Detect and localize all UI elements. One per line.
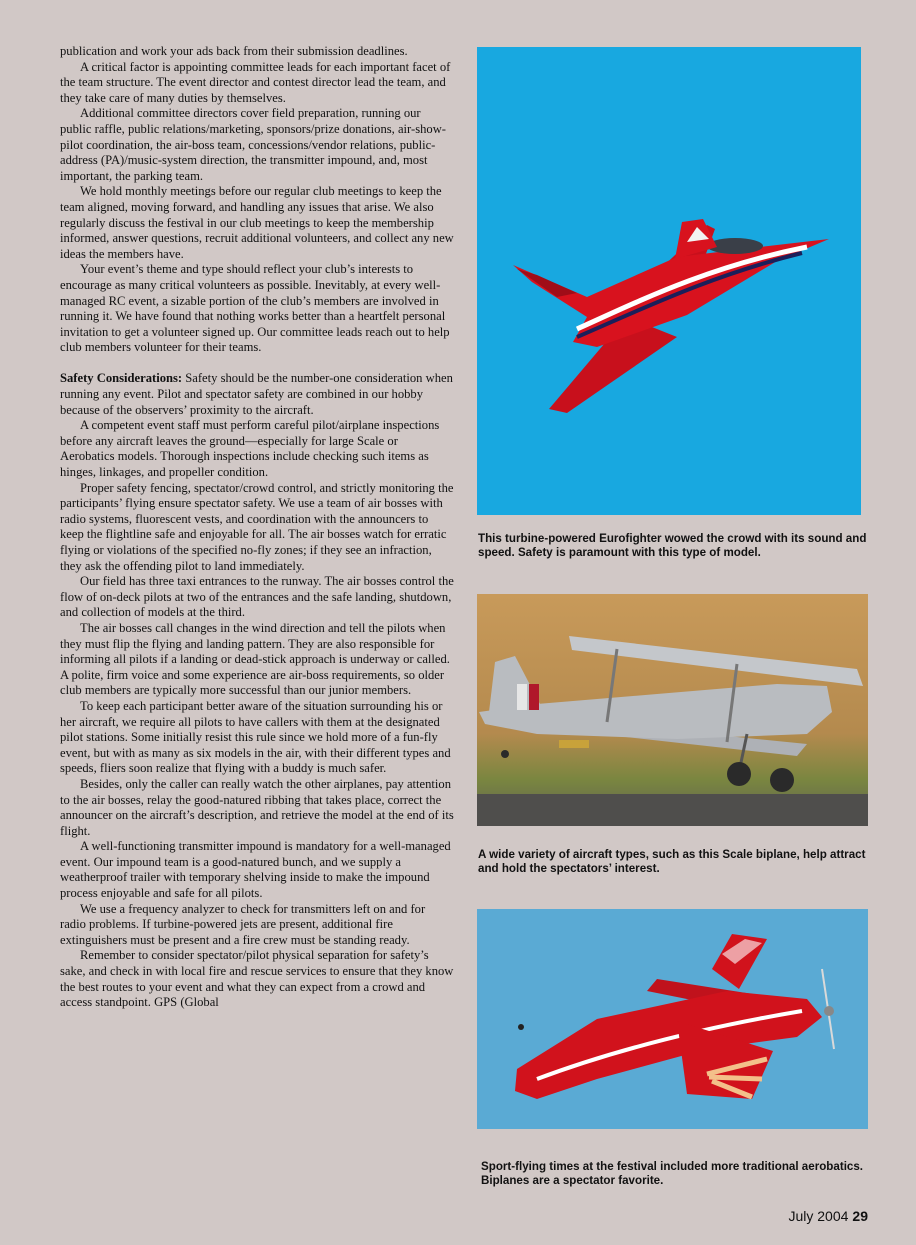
paragraph-text: Safety should be the number-one consideration when running any event. Pilot and spectator safety are combined in our hobby because of the observers’ proximity to the aircraft.	[60, 371, 453, 417]
eurofighter-photo	[477, 47, 861, 515]
paragraph: Our field has three taxi entrances to the runway. The air bosses control the flow of on-deck pilots at two of the entrances and the safe landing, shutdown, and collection of models at the third.	[60, 574, 454, 620]
paragraph: publication and work your ads back from their submission deadlines.	[60, 44, 408, 58]
paragraph: A competent event staff must perform careful pilot/airplane inspections before any aircraft leaves the ground—especially for large Scale or Aerobatics models. Thorough inspections include checking such items as hinges, linkages, and propeller condition.	[60, 418, 440, 480]
paragraph: Your event’s theme and type should reflect your club’s interests to encourage as many critical volunteers as possible. Inevitably, at every well-managed RC event, a sizable portion of the club’s members are involved in running it. We have found that nothing works better than a heartfelt personal invitation to get a volunteer signed up. Our committee leads reach out to help club members volunteer for their teams.	[60, 262, 450, 355]
paragraph: We hold monthly meetings before our regular club meetings to keep the team aligned, moving forward, and handling any issues that arise. We also regularly discuss the festival in our club meetings to keep the membership informed, answer questions, recruit additional volunteers, and collect any new ideas the members have.	[60, 184, 454, 261]
issue-date: July 2004	[788, 1208, 849, 1224]
aerobatic-biplane-photo	[477, 909, 868, 1129]
paragraph: Remember to consider spectator/pilot physical separation for safety’s sake, and check in with local fire and rescue services to ensure that they know the best routes to your event and what they can expect from a crowd and access standpoint. GPS (Global	[60, 948, 454, 1010]
paragraph: A well-functioning transmitter impound is mandatory for a well-managed event. Our impound team is a good-natured bunch, and we supply a weatherproof trailer with temporary shelving inside to make the impound process enjoyable and safe for all pilots.	[60, 839, 451, 901]
section-heading: Safety Considerations:	[60, 371, 183, 386]
paragraph: Proper safety fencing, spectator/crowd control, and strictly monitoring the participants’ flying ensure spectator safety. We use a team of air bosses with radio systems, fluorescent vests, and coordination with the announcers to keep the flightline safe and enjoyable for all. The air bosses watch for erratic flying or violations of the specified no-fly zones; if they see an infraction, they ask the offending pilot to land immediately.	[60, 480, 454, 573]
caption-eurofighter: This turbine-powered Eurofighter wowed the crowd with its sound and speed. Safety is paramount with this type of model.	[478, 532, 867, 559]
paragraph: We use a frequency analyzer to check for transmitters left on and for radio problems. If turbine-powered jets are present, additional fire extinguishers must be present and a fire crew must be standing ready.	[60, 901, 426, 947]
caption-biplane: A wide variety of aircraft types, such as this Scale biplane, help attract and hold the spectators’ interest.	[478, 848, 866, 875]
caption-aerobatic: Sport-flying times at the festival included more traditional aerobatics. Biplanes are a spectator favorite.	[481, 1160, 864, 1187]
page-number: 29	[852, 1208, 868, 1224]
paragraph: A critical factor is appointing committee leads for each important facet of the team structure. The event director and contest director lead the team, and they take care of many duties by themselves.	[60, 59, 451, 105]
safety-paragraph	[60, 371, 454, 418]
paragraph: To keep each participant better aware of the situation surrounding his or her aircraft, we require all pilots to have callers with them at the designated pilot stations. Some initially resist this rule since we hold more of a fun-fly event, but with as many as six models in the air, with their different types and speeds, fliers soon realize that flying with a buddy is much safer.	[60, 698, 451, 776]
biplane-photo	[477, 594, 868, 826]
page-footer	[788, 1208, 868, 1224]
article-body	[60, 44, 454, 1011]
paragraph: The air bosses call changes in the wind direction and tell the pilots when they must flip the flying and landing pattern. They are also responsible for informing all pilots if a landing or dead-stick approach is underway or called. A polite, firm voice and some experience are air-boss requirements, so older club members are typically more successful than our junior members.	[60, 620, 450, 698]
paragraph: Additional committee directors cover field preparation, running our public raffle, public relations/marketing, sponsors/prize donations, air-show-pilot coordination, the air-boss team, concessions/vendor relations, public-address (PA)/music-system direction, the transmitter impound, and, most important, the parking team.	[60, 106, 446, 183]
paragraph: Besides, only the caller can really watch the other airplanes, pay attention to the air bosses, relay the good-natured ribbing that takes place, correct the announcer on the aircraft’s description, and retrieve the model at the end of its flight.	[60, 776, 454, 838]
